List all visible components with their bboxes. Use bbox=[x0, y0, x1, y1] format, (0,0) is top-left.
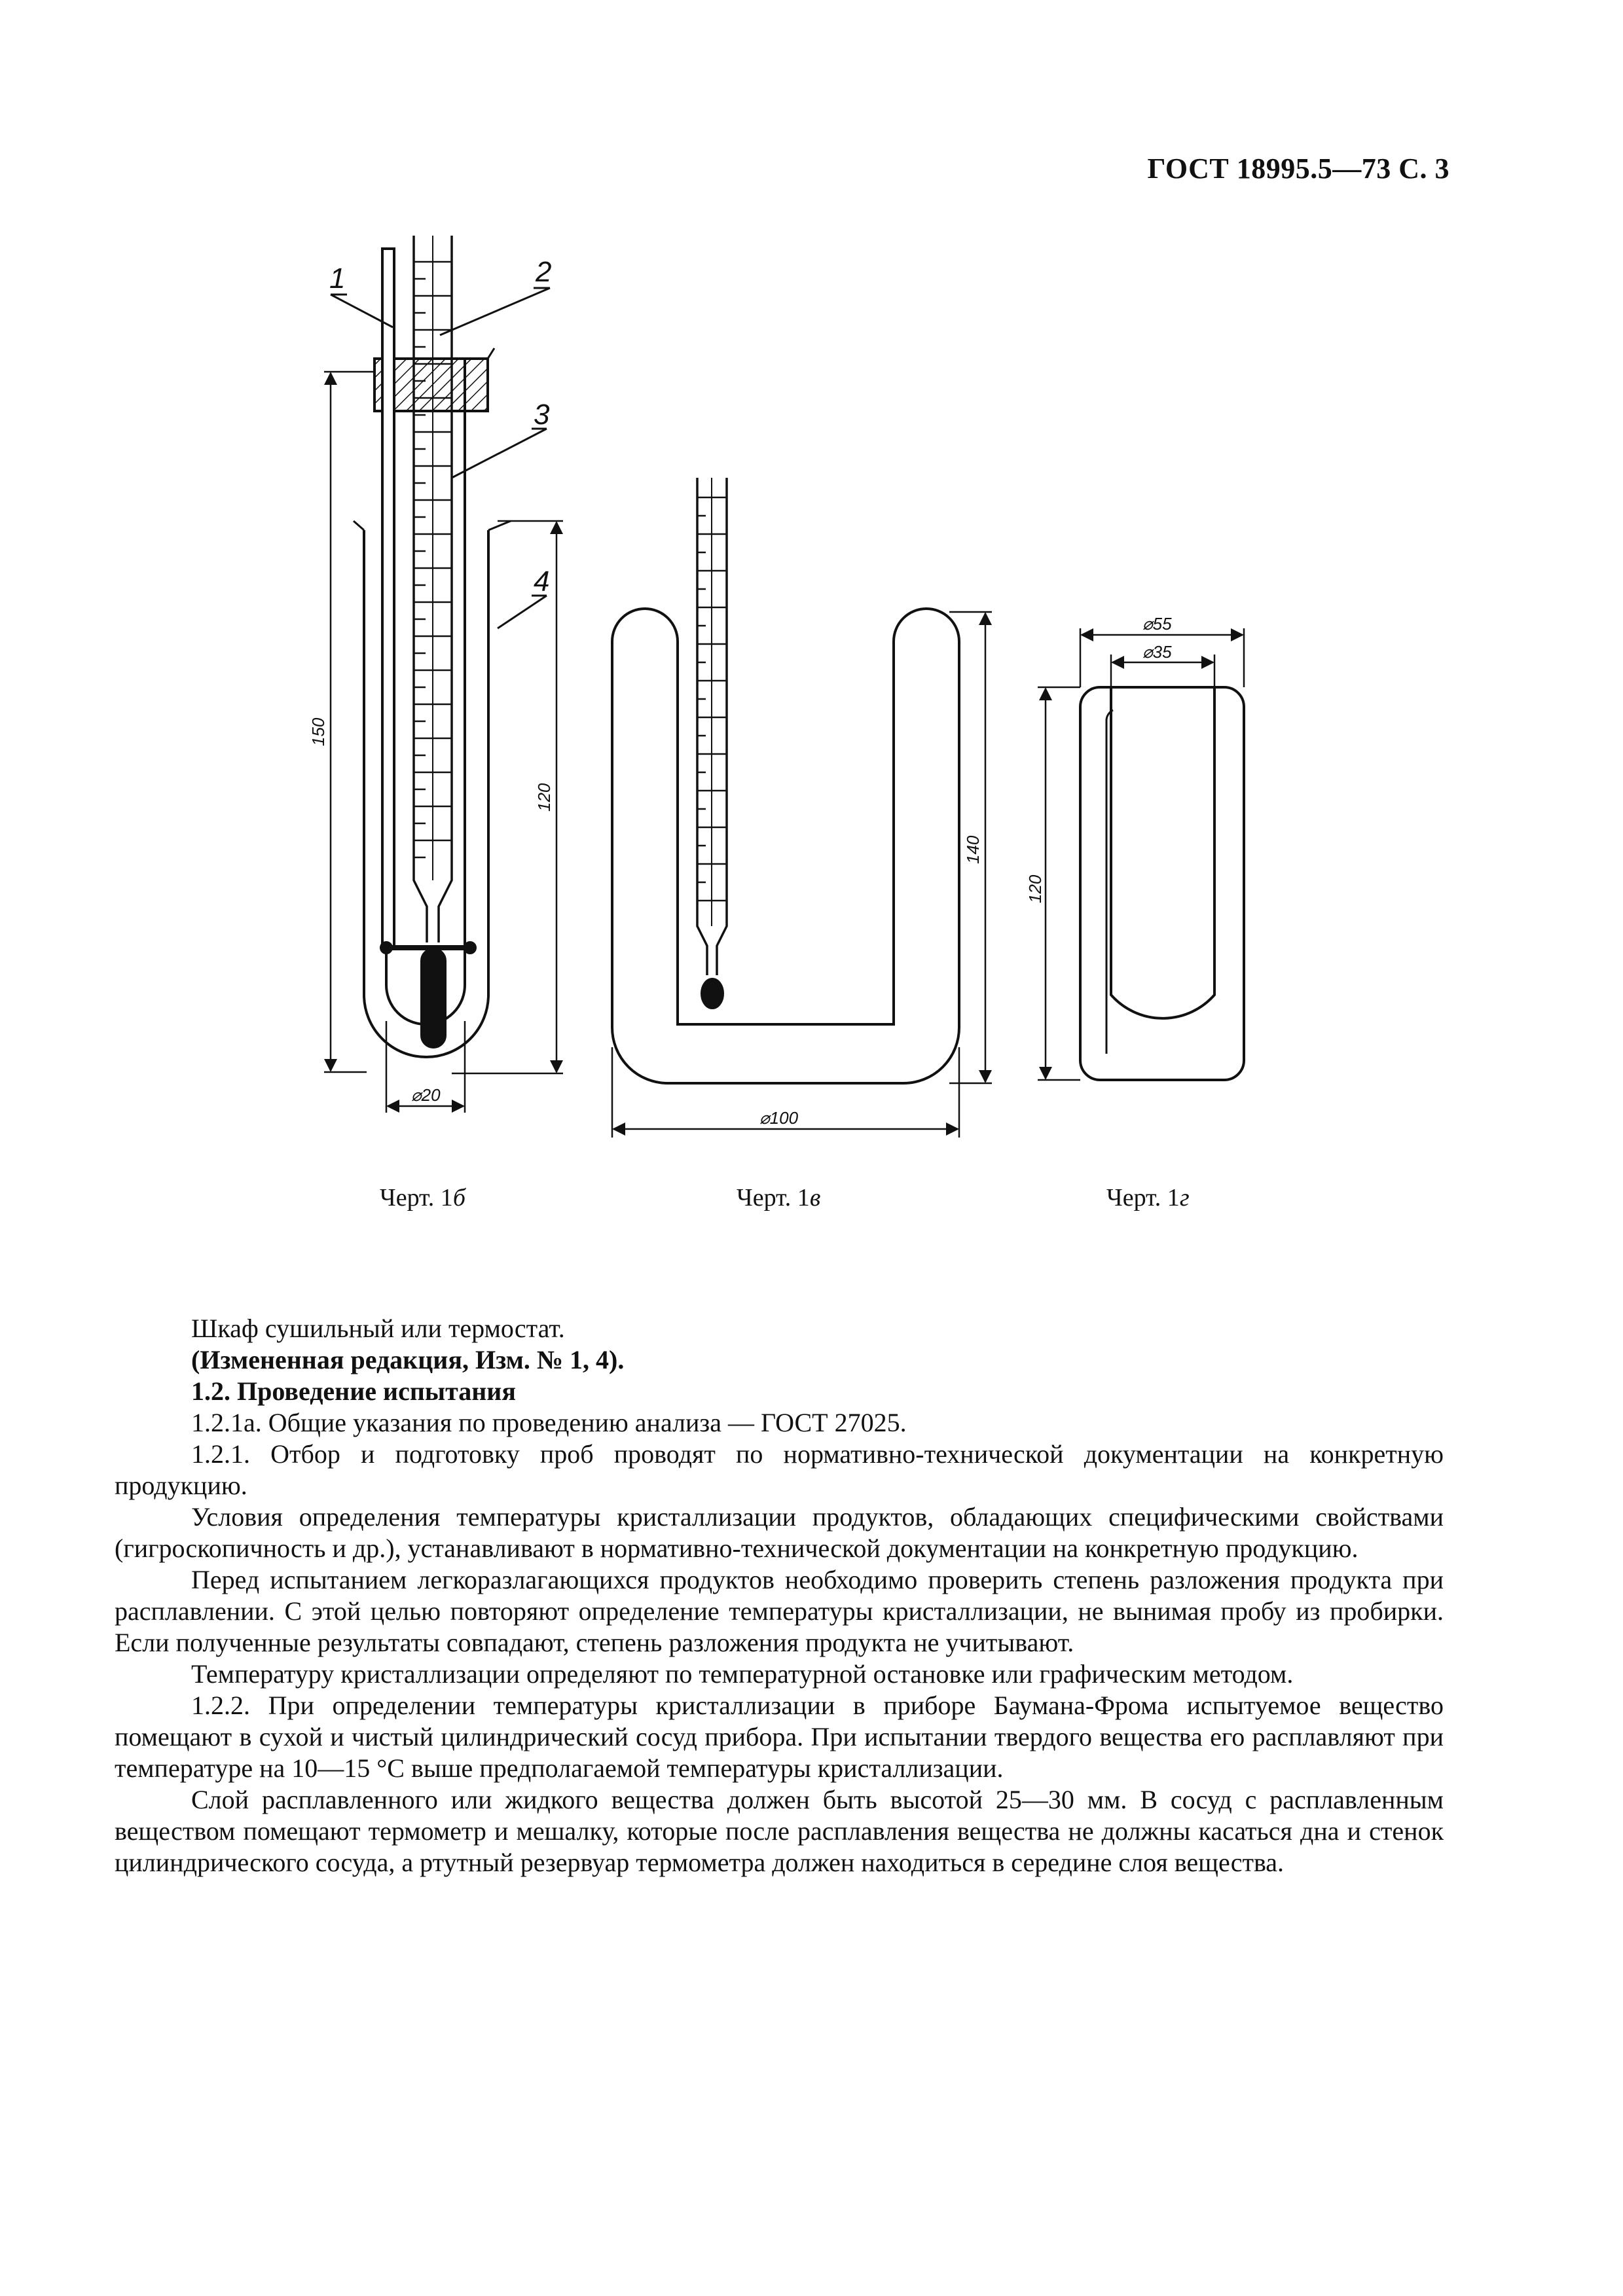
paragraph: Перед испытанием легкоразлагающихся продуктов необходимо проверить степень разложения продукта при расплавлении. С этой целью повторяют определение температуры кристаллизации, не вынимая пробу из пробирки. Если полученные результаты совпадают, степень разложения продукта не учитывают. bbox=[115, 1565, 1444, 1657]
body-text bbox=[115, 1313, 1444, 1878]
paragraph: 1.2.1а. Общие указания по проведению анализа — ГОСТ 27025. bbox=[191, 1408, 907, 1437]
figure-1b-dim-150: 150 bbox=[308, 717, 328, 746]
figure-1b bbox=[324, 236, 563, 1113]
figure-1g-dim-inner-diameter: ⌀35 bbox=[1142, 642, 1172, 662]
caption-letter: г bbox=[1179, 1184, 1190, 1211]
paragraph: Температуру кристаллизации определяют по температурной остановке или графическим методом. bbox=[191, 1659, 1294, 1689]
figure-1b-label-1: 1 bbox=[329, 262, 346, 295]
figure-1v-caption bbox=[737, 1183, 820, 1212]
paragraph: Слой расплавленного или жидкого вещества должен быть высотой 25—30 мм. В сосуд с расплавленным веществом помещают термометр и мешалку, которые после расплавления вещества не должны касаться дна и стенок цилиндрического сосуда, а ртутный резервуар термометра должен находиться в середине слоя вещества. bbox=[115, 1785, 1444, 1877]
figure-1v bbox=[612, 478, 992, 1138]
paragraph: 1.2.1. Отбор и подготовку проб проводят по нормативно-технической документации на конкретную продукцию. bbox=[115, 1439, 1444, 1500]
figure-1b-dim-120: 120 bbox=[534, 783, 554, 812]
section-heading: 1.2. Проведение испытания bbox=[191, 1376, 516, 1406]
figure-1v-dim-diameter: ⌀100 bbox=[759, 1108, 799, 1128]
figure-1b-dim-diameter: ⌀20 bbox=[411, 1085, 441, 1105]
figure-1g bbox=[1038, 628, 1244, 1080]
figure-1b-label-2: 2 bbox=[536, 256, 552, 288]
page-header: ГОСТ 18995.5—73 С. 3 bbox=[1147, 152, 1450, 185]
figure-1g-caption bbox=[1106, 1183, 1190, 1212]
figure-1v-dim-140: 140 bbox=[963, 835, 983, 864]
amendment-note: (Измененная редакция, Изм. № 1, 4). bbox=[191, 1345, 625, 1374]
caption-letter: в bbox=[809, 1184, 821, 1211]
paragraph: Шкаф сушильный или термостат. bbox=[191, 1314, 565, 1343]
figure-1b-label-3: 3 bbox=[534, 399, 550, 431]
caption-text: Черт. 1 bbox=[380, 1184, 453, 1211]
caption-text: Черт. 1 bbox=[737, 1184, 810, 1211]
paragraph: 1.2.2. При определении температуры кристаллизации в приборе Баумана-Фрома испытуемое вещество помещают в сухой и чистый цилиндрический сосуд прибора. При испытании твердого вещества его расплавляют при температуре на 10—15 °С выше предполагаемой температуры кристаллизации. bbox=[115, 1691, 1444, 1783]
caption-letter: б bbox=[452, 1184, 465, 1211]
figure-1g-dim-120: 120 bbox=[1025, 874, 1045, 903]
figure-1b-caption bbox=[380, 1183, 465, 1212]
paragraph: Условия определения температуры кристаллизации продуктов, обладающих специфическими свойствами (гигроскопичность и др.), устанавливают в нормативно-технической документации на конкретную продукцию. bbox=[115, 1502, 1444, 1563]
figure-1b-label-4: 4 bbox=[534, 565, 550, 598]
figure-1g-dim-outer-diameter: ⌀55 bbox=[1142, 614, 1172, 634]
caption-text: Черт. 1 bbox=[1106, 1184, 1180, 1211]
